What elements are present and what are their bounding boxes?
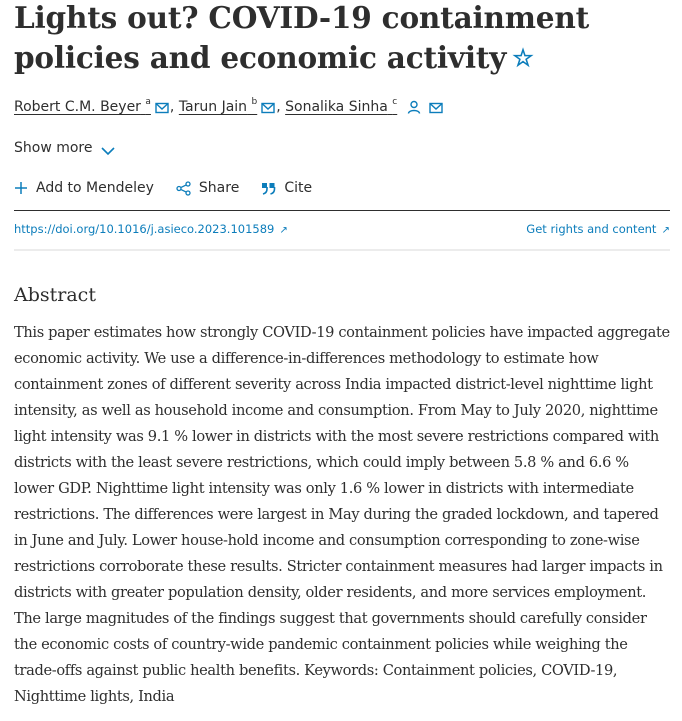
add-to-mendeley-button[interactable] — [14, 180, 154, 196]
add-to-mendeley-label: Add to Mendeley — [36, 180, 154, 196]
chevron-down-icon — [101, 144, 115, 160]
divider — [14, 249, 670, 251]
share-icon — [176, 181, 191, 196]
email-icon[interactable] — [429, 101, 444, 118]
author-name: Tarun Jain — [178, 99, 248, 115]
links-row — [14, 222, 670, 236]
external-link-icon: ↗ — [658, 225, 670, 236]
quote-icon — [261, 182, 276, 195]
doi-link-text: https://doi.org/10.1016/j.asieco.2023.101589 — [14, 222, 275, 236]
cite-label: Cite — [284, 180, 313, 196]
abstract-heading: Abstract — [14, 284, 96, 306]
show-more-label: Show more — [14, 140, 93, 156]
person-icon[interactable] — [407, 100, 421, 118]
external-link-icon: ↗ — [276, 225, 288, 236]
get-rights-link-text: Get rights and content — [526, 222, 657, 236]
article-title — [14, 0, 682, 78]
author-link-sinha[interactable] — [285, 99, 397, 115]
cite-button[interactable] — [261, 180, 312, 196]
doi-link[interactable] — [14, 222, 288, 236]
email-icon[interactable] — [155, 101, 170, 118]
article-title-text: Lights out? COVID-19 containment policies and economic activity — [14, 0, 590, 75]
author-affiliation-sup: b — [251, 97, 258, 107]
share-button[interactable] — [176, 180, 239, 196]
author-name: Sonalika Sinha — [285, 99, 388, 115]
author-separator: , — [276, 99, 281, 115]
author-affiliation-sup: a — [145, 97, 151, 107]
abstract-text: This paper estimates how strongly COVID-19 containment policies have impacted aggregate economic activity. We use a difference-in-differences methodology to estimate how containment zones of different severity across India impacted district-level nighttime light intensity, as well as household income and consumption. From May to July 2020, nighttime light intensity was 9.1 % lower in districts with the most severe restrictions compared with districts with the least severe restrictions, which could imply between 5.8 % and 6.6 % lower GDP. Nighttime light intensity was only 1.6 % lower in districts with intermediate restrictions. The differences were largest in May during the graded lockdown, and tapered in June and July. Lower house-hold income and consumption corresponding to zone-wise restrictions corroborate these results. Stricter containment measures had larger impacts in districts with greater population density, older residents, and more services employment. The large magnitudes of the findings suggest that governments should carefully consider the economic costs of country-wide pandemic containment policies while weighing the trade-offs against public health benefits. Keywords: Containment policies, COVID-19, Nighttime lights, India — [14, 324, 670, 705]
star-icon[interactable]: ☆ — [512, 43, 534, 72]
author-link-jain[interactable] — [179, 99, 257, 115]
divider — [14, 210, 670, 211]
plus-icon — [14, 181, 28, 195]
article-actions — [14, 180, 334, 196]
show-more-toggle[interactable] — [14, 140, 115, 160]
share-label: Share — [198, 180, 240, 196]
author-separator: , — [169, 99, 175, 115]
email-icon[interactable] — [261, 101, 276, 118]
get-rights-link[interactable] — [526, 222, 670, 236]
author-link-beyer[interactable] — [14, 99, 151, 115]
author-name: Robert C.M. Beyer — [14, 99, 141, 115]
author-affiliation-sup: c — [392, 97, 398, 107]
author-list — [14, 97, 444, 118]
